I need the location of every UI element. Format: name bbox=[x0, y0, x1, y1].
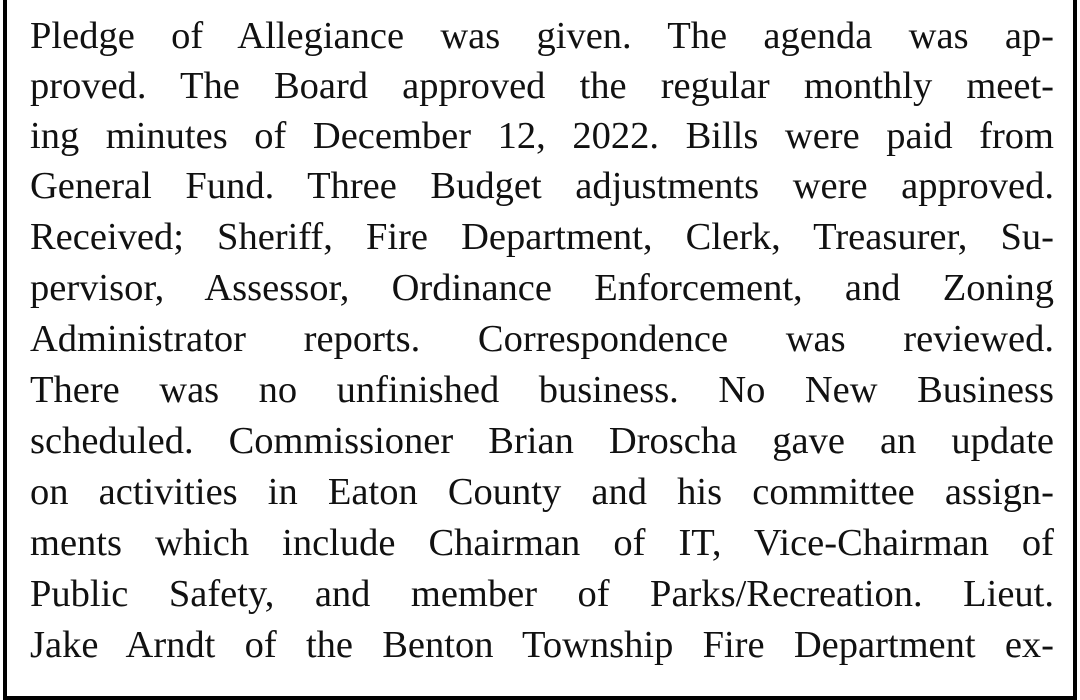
text-line-13: Jake Arndt of the Benton Township Fire Department ex- bbox=[30, 624, 1054, 666]
text-line-2: proved. The Board approved the regular monthly meet- bbox=[30, 65, 1054, 107]
text-line-3: ing minutes of December 12, 2022. Bills were paid from bbox=[30, 115, 1054, 157]
text-line-12: Public Safety, and member of Parks/Recreation. Lieut. bbox=[30, 573, 1054, 615]
text-line-8: There was no unfinished business. No New Business bbox=[30, 369, 1054, 411]
text-line-5: Received; Sheriff, Fire Department, Clerk, Treasurer, Su- bbox=[30, 216, 1054, 258]
text-line-10: on activities in Eaton County and his committee assign- bbox=[30, 471, 1054, 513]
text-line-1: Pledge of Allegiance was given. The agenda was ap- bbox=[30, 15, 1054, 57]
text-line-6: pervisor, Assessor, Ordinance Enforcement, and Zoning bbox=[30, 267, 1054, 309]
text-line-9: scheduled. Commissioner Brian Droscha gave an update bbox=[30, 420, 1054, 462]
text-line-11: ments which include Chairman of IT, Vice-Chairman of bbox=[30, 522, 1054, 564]
text-line-7: Administrator reports. Correspondence was reviewed. bbox=[30, 318, 1054, 360]
text-line-4: General Fund. Three Budget adjustments were approved. bbox=[30, 165, 1054, 207]
